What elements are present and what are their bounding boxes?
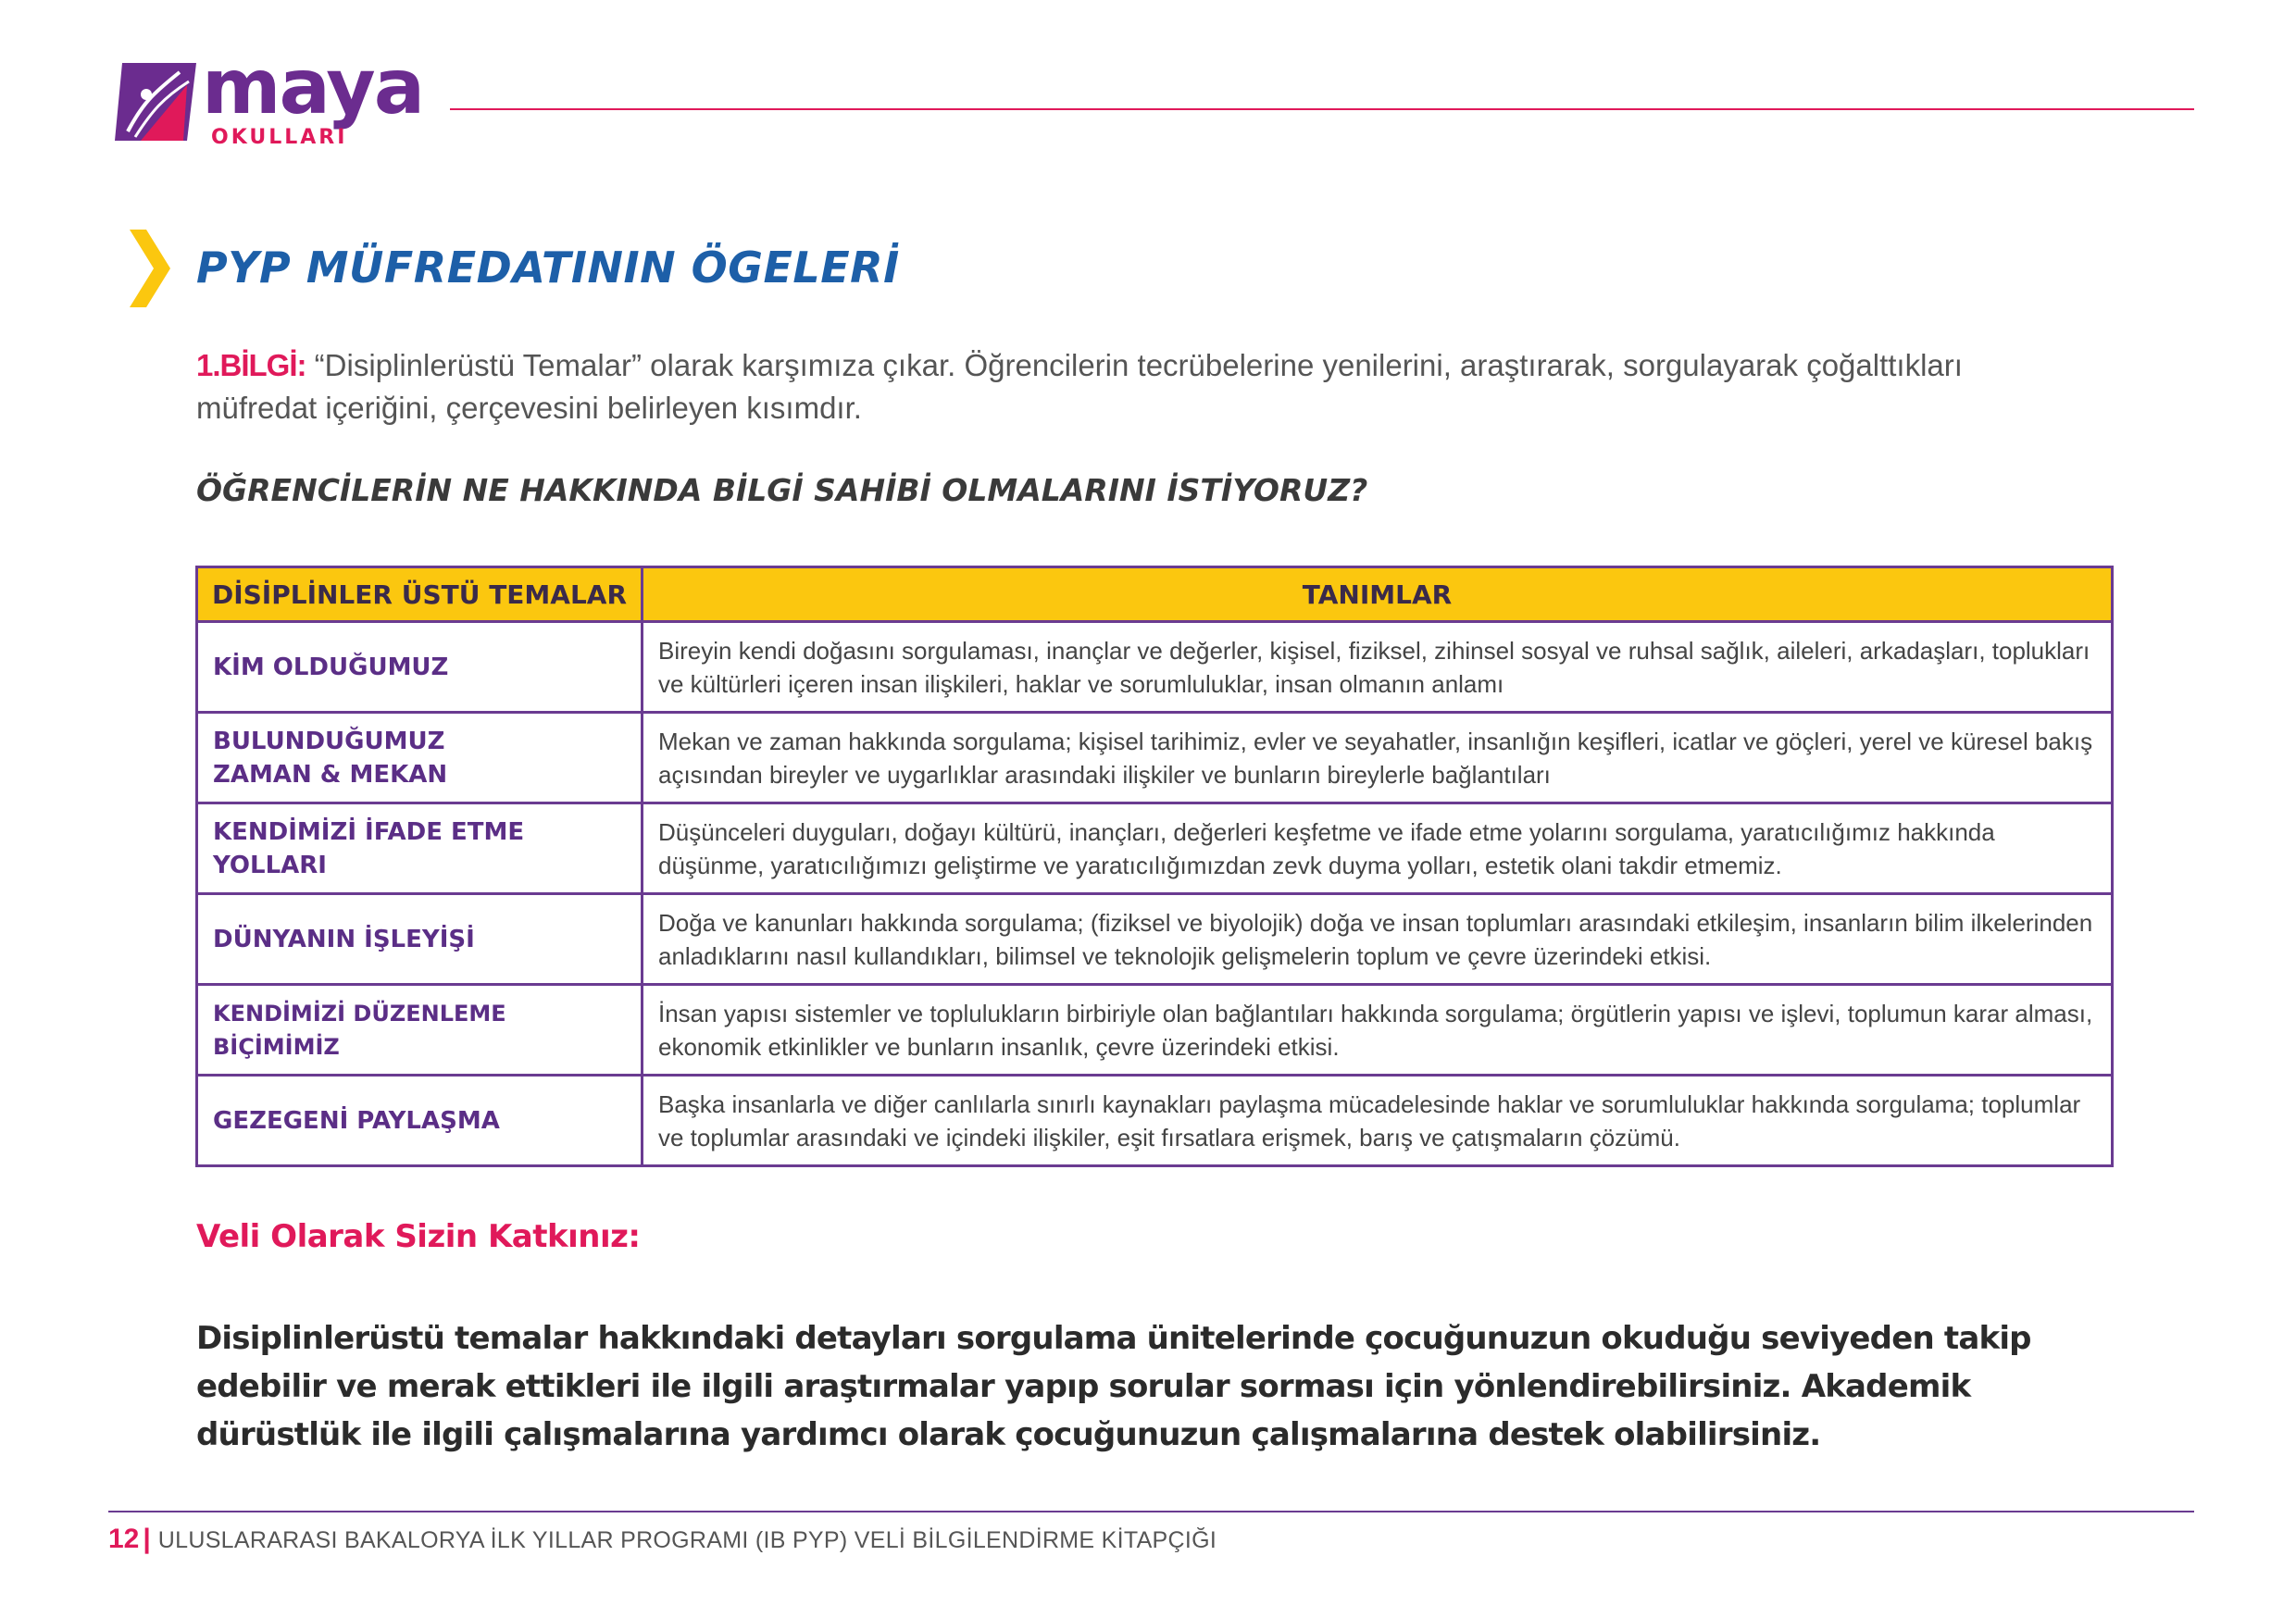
brand-name: maya [202, 44, 424, 131]
intro-lead: 1.BİLGİ: [196, 348, 306, 382]
theme-cell: KENDİMİZİ DÜZENLEME BİÇİMİMİZ [197, 985, 643, 1076]
intro-text: “Disiplinlerüstü Temalar” olarak karşımıza çıkar. Öğrencilerin tecrübelerine yenilerini, araştırarak, sorgulayarak çoğalttıkları müfredat içeriğini, çerçevesini belirleyen kısımdır. [196, 348, 1963, 425]
parent-contribution-text: Disiplinlerüstü temalar hakkındaki detayları sorgulama ünitelerinde çocuğunuzun okuduğu seviyeden takip edebilir ve merak ettikleri ile ilgili araştırmalar yapıp sorular sorması için yönlendirebilirsiniz. Akademik dürüstlük ile ilgili çalışmalarına yardımcı olarak çocuğunuzun çalışmalarına destek olabilirsiniz. [196, 1320, 2031, 1453]
definition-cell: Doğa ve kanunları hakkında sorgulama; (fiziksel ve biyolojik) doğa ve insan toplumları arasındaki etkileşim, insanların bilim ilkelerinden anladıklarını nasıl kullandıkları, bilimsel ve teknolojik gelişmelerin toplum ve çevre üzerindeki etkisi. [643, 894, 2113, 985]
footer-divider [108, 1511, 2194, 1512]
definition-cell: Bireyin kendi doğasını sorgulaması, inançlar ve değerler, kişisel, fiziksel, zihinsel sosyal ve ruhsal sağlık, aileleri, arkadaşları, toplukları ve kültürleri içeren insan ilişkileri, haklar ve sorumluluklar, insan olmanın anlamı [643, 622, 2113, 713]
chevron-right-icon [130, 230, 170, 307]
parent-contribution-heading: Veli Olarak Sizin Katkınız: [196, 1218, 641, 1255]
table-row [197, 803, 2113, 894]
column-header-themes: DİSİPLİNLER ÜSTÜ TEMALAR [197, 567, 643, 622]
table-row [197, 1076, 2113, 1166]
definition-cell: Düşünceleri duyguları, doğayı kültürü, inançları, değerleri keşfetme ve ifade etme yolarını sorgulama, yaratıcılığımız hakkında düşünme, yaratıcılığımızı geliştirme ve yaratıcılığımızdan zevk duyma yolları, estetik olani takdir etmemiz. [643, 803, 2113, 894]
table-row [197, 713, 2113, 803]
theme-cell: GEZEGENİ PAYLAŞMA [197, 1076, 643, 1166]
definition-cell: Başka insanlarla ve diğer canlılarla sınırlı kaynakları paylaşma mücadelesinde haklar ve sorumluluklar hakkında sorgulama; toplumlar ve toplumlar arasındaki ve içindeki ilişkiler, eşit fırsatlara erişmek, barış ve çatışmaların çözümü. [643, 1076, 2113, 1166]
footer-text: ULUSLARARASI BAKALORYA İLK YILLAR PROGRAMI (IB PYP) VELİ BİLGİLENDİRME KİTAPÇIĞI [157, 1527, 1217, 1553]
page-number: 12 [108, 1524, 140, 1554]
table-row [197, 622, 2113, 713]
table-row [197, 894, 2113, 985]
themes-table [195, 566, 2114, 1167]
header-divider [450, 108, 2194, 110]
intro-paragraph [196, 344, 2048, 429]
logo-mark-icon [115, 57, 200, 146]
theme-cell: BULUNDUĞUMUZ ZAMAN & MEKAN [197, 713, 643, 803]
maya-logo [115, 44, 424, 150]
theme-cell: KİM OLDUĞUMUZ [197, 622, 643, 713]
page-title: PYP MÜFREDATININ ÖGELERİ [196, 243, 900, 292]
theme-cell: KENDİMİZİ İFADE ETME YOLLARI [197, 803, 643, 894]
table-header-row [197, 567, 2113, 622]
section-question: ÖĞRENCİLERİN NE HAKKINDA BİLGİ SAHİBİ OLMALARINI İSTİYORUZ? [196, 472, 1368, 508]
column-header-definitions: TANIMLAR [643, 567, 2113, 622]
page-footer [108, 1524, 1217, 1555]
theme-cell: DÜNYANIN İŞLEYİŞİ [197, 894, 643, 985]
definition-cell: İnsan yapısı sistemler ve toplulukların birbiriyle olan bağlantıları hakkında sorgulama; örgütlerin yapısı ve işlevi, toplumun karar alması, ekonomik etkinlikler ve bunların insanlık, çevre üzerindeki etkisi. [643, 985, 2113, 1076]
table-row [197, 985, 2113, 1076]
brand-subtitle: OKULLARI [211, 126, 348, 149]
definition-cell: Mekan ve zaman hakkında sorgulama; kişisel tarihimiz, evler ve seyahatler, insanlığın keşifleri, icatlar ve göçleri, yerel ve küresel bakış açısından bireyler ve uygarlıklar arasındaki ilişkiler ve bunların bireylerle bağlantıları [643, 713, 2113, 803]
footer-separator: | [143, 1524, 151, 1554]
